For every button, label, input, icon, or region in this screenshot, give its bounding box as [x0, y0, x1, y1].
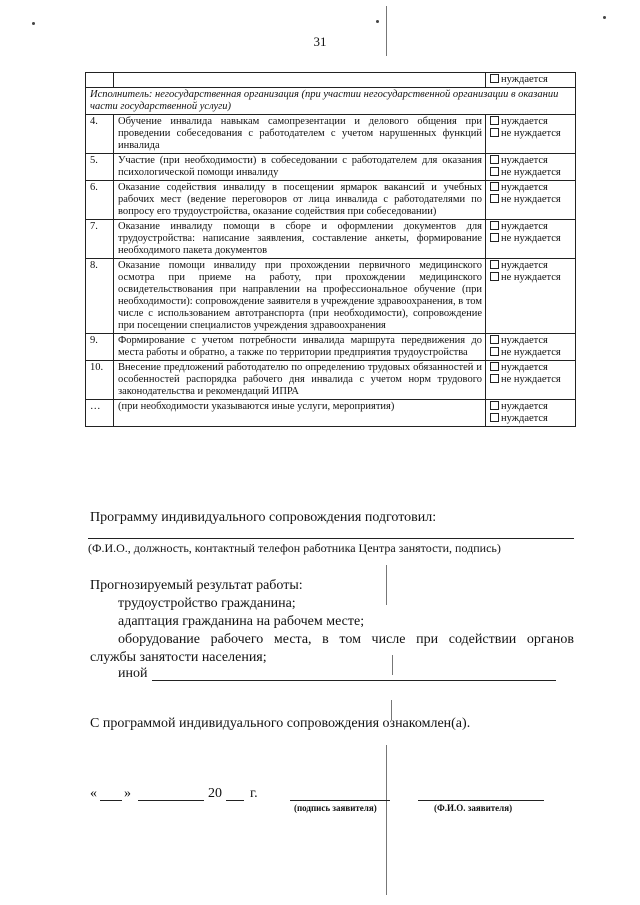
scan-dot	[603, 16, 606, 19]
checkbox[interactable]	[490, 335, 499, 344]
prepared-signature-line	[88, 538, 574, 539]
row-number: 5.	[86, 154, 114, 181]
prepared-caption: (Ф.И.О., должность, контактный телефон работника Центра занятости, подпись)	[88, 541, 501, 555]
row-description: Участие (при необходимости) в собеседовании с работодателем для оказания психологической помощи инвалиду	[114, 154, 486, 181]
row-number: 6.	[86, 181, 114, 220]
row-options: нуждается не нуждается	[486, 181, 576, 220]
checkbox[interactable]	[490, 116, 499, 125]
checkbox[interactable]	[490, 128, 499, 137]
checkbox[interactable]	[490, 167, 499, 176]
forecast-item: адаптация гражданина на рабочем месте;	[118, 614, 365, 629]
scan-line	[386, 565, 387, 605]
applicant-fio-line[interactable]	[418, 800, 544, 801]
table-row	[86, 181, 576, 220]
table-row	[86, 259, 576, 334]
row-options: нуждается не нуждается	[486, 154, 576, 181]
executor-header: Исполнитель: негосударственная организация (при участии негосударственной организации в оказании части государственной услуги)	[86, 88, 576, 115]
row-description: (при необходимости указываются иные услуги, мероприятия)	[114, 400, 486, 427]
date-year-suffix: г.	[250, 786, 258, 801]
row-number: 8.	[86, 259, 114, 334]
acquainted-label: С программой индивидуального сопровождения ознакомлен(а).	[90, 716, 471, 731]
checkbox[interactable]	[490, 155, 499, 164]
applicant-signature-line[interactable]	[290, 800, 390, 801]
table-row: нуждается	[86, 73, 576, 88]
row-number: 9.	[86, 334, 114, 361]
table-row	[86, 220, 576, 259]
forecast-item-cont: службы занятости населения;	[90, 650, 267, 665]
forecast-item: оборудование рабочего места, в том числе при содействии органов	[118, 632, 574, 647]
row-options: нуждается не нуждается	[486, 334, 576, 361]
row-options: нуждается не нуждается	[486, 220, 576, 259]
checkbox[interactable]	[490, 182, 499, 191]
row-options: нуждается нуждается	[486, 400, 576, 427]
checkbox[interactable]	[490, 362, 499, 371]
row-description: Оказание содействия инвалиду в посещении ярмарок вакансий и учебных рабочих мест (ведение переговоров от лица инвалида с работодателями по вопросу его трудоустройства, оказание содействия при собеседовании)	[114, 181, 486, 220]
table-row	[86, 400, 576, 427]
row-number: 7.	[86, 220, 114, 259]
forecast-item: трудоустройство гражданина;	[118, 596, 296, 611]
date-close-quote: »	[124, 786, 131, 801]
applicant-signature-caption: (подпись заявителя)	[294, 803, 377, 813]
checkbox[interactable]	[490, 374, 499, 383]
checkbox[interactable]	[490, 194, 499, 203]
page-number: 31	[313, 34, 327, 49]
checkbox[interactable]	[490, 74, 499, 83]
date-year-line[interactable]	[226, 800, 244, 801]
program-prepared-label: Программу индивидуального сопровождения подготовил:	[90, 510, 437, 525]
other-label: иной	[118, 666, 148, 681]
services-table	[85, 72, 576, 427]
row-number: …	[86, 400, 114, 427]
row-number: 4.	[86, 115, 114, 154]
table-rows	[86, 115, 576, 427]
scan-dot	[32, 22, 35, 25]
checkbox[interactable]	[490, 401, 499, 410]
table-row	[86, 115, 576, 154]
row-options: нуждается не нуждается	[486, 259, 576, 334]
row-description: Оказание инвалиду помощи в сборе и оформлении документов для трудоустройства: написание заявления, составление анкеты, формирование необходимого пакета документов	[114, 220, 486, 259]
date-day-line[interactable]	[100, 800, 122, 801]
scan-line	[386, 745, 387, 895]
scan-dot	[376, 20, 379, 23]
checkbox[interactable]	[490, 272, 499, 281]
table-row	[86, 154, 576, 181]
row-description: Формирование с учетом потребности инвалида маршрута передвижения до места работы и обратно, а также по территории предприятия трудоустройства	[114, 334, 486, 361]
table-row	[86, 88, 576, 115]
row-description: Обучение инвалида навыкам самопрезентации и делового общения при проведении собеседования с работодателем с учетом нарушенных функций инвалида	[114, 115, 486, 154]
checkbox[interactable]	[490, 233, 499, 242]
row-number: 10.	[86, 361, 114, 400]
row-description: Оказание помощи инвалиду при прохождении первичного медицинского осмотра при приеме на работу, при прохождении медицинского освидетельствования при направлении на профессиональное обучение (при необходимости): сопровождение заявителя в учреждение здравоохранения, в том числе с использованием автотранспорта (при необходимости), сопровождение при посещении специалистов учреждения здравоохранения	[114, 259, 486, 334]
checkbox[interactable]	[490, 260, 499, 269]
table-row	[86, 334, 576, 361]
row-description: Внесение предложений работодателю по определению трудовых обязанностей и особенностей распорядка рабочего дня инвалида с учетом норм трудового законодательства и рекомендаций ИПРА	[114, 361, 486, 400]
forecast-title: Прогнозируемый результат работы:	[90, 578, 303, 593]
checkbox[interactable]	[490, 347, 499, 356]
checkbox[interactable]	[490, 413, 499, 422]
row-options: нуждается не нуждается	[486, 115, 576, 154]
scan-line	[392, 655, 393, 675]
date-year-prefix: 20	[208, 786, 222, 801]
applicant-fio-caption: (Ф.И.О. заявителя)	[434, 803, 513, 813]
date-month-line[interactable]	[138, 800, 204, 801]
table-row	[86, 361, 576, 400]
date-open-quote: «	[90, 786, 97, 801]
row-options: нуждается не нуждается	[486, 361, 576, 400]
checkbox[interactable]	[490, 221, 499, 230]
other-input-line[interactable]	[152, 680, 556, 681]
